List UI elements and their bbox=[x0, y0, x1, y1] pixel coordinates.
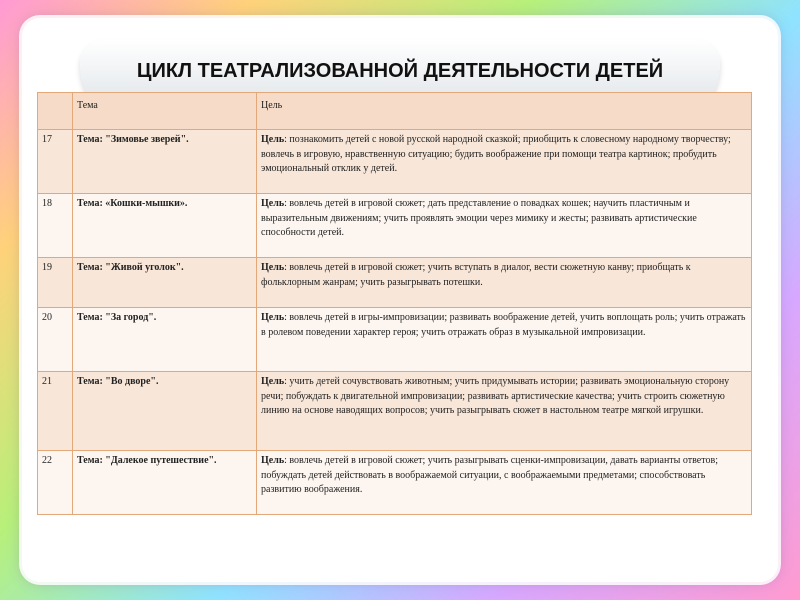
table-row bbox=[38, 258, 752, 308]
row-number: 20 bbox=[38, 308, 73, 372]
goal-text: : учить детей сочувствовать животным; учить придумывать истории; развивать эмоциональную сторону речи; побуждать к двигательной импровизации; развивать артистические качества; учить строить сюжетную линию на основе наводящих вопросов; учить разыгрывать сюжет в настольном театре мягкой игрушки. bbox=[261, 376, 730, 416]
theme-table bbox=[37, 92, 752, 515]
table-row bbox=[38, 372, 752, 451]
goal-label: Цель bbox=[261, 312, 285, 323]
goal-text: : вовлечь детей в игровой сюжет; дать представление о повадках кошек; научить пластичным и выразительным движениям; учить проявлять эмоции через мимику и жесты; развивать артистические способности детей. bbox=[261, 198, 697, 238]
table-row bbox=[38, 194, 752, 258]
goal-text: : вовлечь детей в игровой сюжет; учить разыгрывать сценки-импровизации, давать варианты ответов; побуждать детей действовать в воображаемой ситуации, с воображаемыми предметами; способствовать развитию воображения. bbox=[261, 455, 718, 495]
table-row bbox=[38, 451, 752, 515]
row-goal bbox=[257, 258, 752, 308]
header-theme: Тема bbox=[73, 93, 257, 130]
row-theme: Тема: «Кошки-мышки». bbox=[73, 194, 257, 258]
header-goal: Цель bbox=[257, 93, 752, 130]
row-goal bbox=[257, 194, 752, 258]
row-number: 22 bbox=[38, 451, 73, 515]
goal-text: : познакомить детей с новой русской народной сказкой; приобщить к словесному народному творчеству; вовлечь в игровую, нравственную ситуацию; будить воображение при помощи театра картинок; пробудить эмоциональный отклик у детей. bbox=[261, 134, 731, 174]
row-goal bbox=[257, 130, 752, 194]
row-goal bbox=[257, 372, 752, 451]
goal-label: Цель bbox=[261, 262, 285, 273]
goal-text: : вовлечь детей в игры-импровизации; развивать воображение детей, учить воплощать роль; учить отражать в ролевом поведении характер героя; учить отражать образ в музыкальной импровизации. bbox=[261, 312, 746, 338]
row-goal bbox=[257, 451, 752, 515]
row-theme: Тема: "Во дворе". bbox=[73, 372, 257, 451]
row-number: 17 bbox=[38, 130, 73, 194]
row-number: 21 bbox=[38, 372, 73, 451]
table-row bbox=[38, 130, 752, 194]
row-theme: Тема: "Зимовье зверей". bbox=[73, 130, 257, 194]
row-goal bbox=[257, 308, 752, 372]
goal-text: : вовлечь детей в игровой сюжет; учить вступать в диалог, вести сюжетную канву; приобщать к фольклорным жанрам; учить разыгрывать потешки. bbox=[261, 262, 691, 288]
table-row bbox=[38, 308, 752, 372]
table-header-row bbox=[38, 93, 752, 130]
row-number: 19 bbox=[38, 258, 73, 308]
row-theme: Тема: "Далекое путешествие". bbox=[73, 451, 257, 515]
row-theme: Тема: "За город". bbox=[73, 308, 257, 372]
row-theme: Тема: "Живой уголок". bbox=[73, 258, 257, 308]
goal-label: Цель bbox=[261, 134, 285, 145]
goal-label: Цель bbox=[261, 198, 285, 209]
goal-label: Цель bbox=[261, 455, 285, 466]
header-num bbox=[38, 93, 73, 130]
row-number: 18 bbox=[38, 194, 73, 258]
page-title: ЦИКЛ ТЕАТРАЛИЗОВАННОЙ ДЕЯТЕЛЬНОСТИ ДЕТЕЙ bbox=[136, 60, 664, 82]
goal-label: Цель bbox=[261, 376, 285, 387]
